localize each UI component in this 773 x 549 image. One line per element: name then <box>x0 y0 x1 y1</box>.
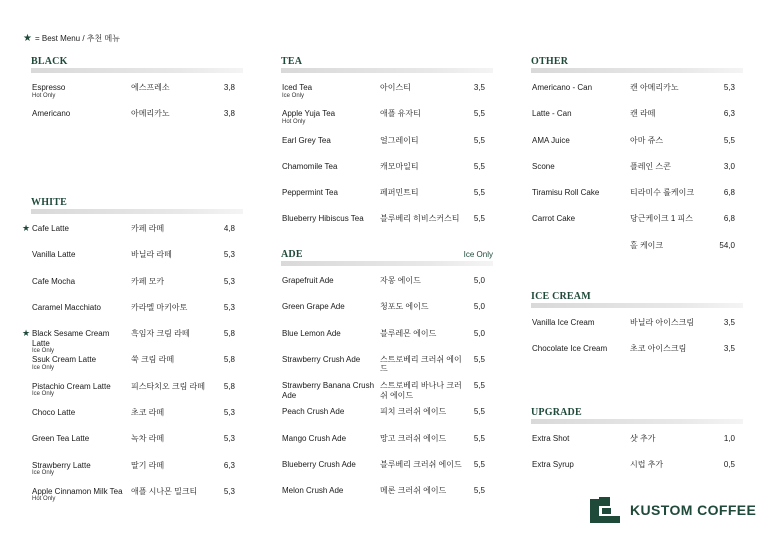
item-name: Americano <box>32 109 71 119</box>
item-price: 1,0 <box>723 434 735 443</box>
item-name-ko: 흑임자 크림 라떼 <box>131 329 190 339</box>
menu-item-list <box>281 81 493 239</box>
section-header <box>531 52 743 72</box>
menu-item <box>281 379 493 405</box>
item-name-en <box>282 460 378 470</box>
menu-item <box>31 380 243 406</box>
section-divider <box>31 209 243 214</box>
item-price: 3,8 <box>223 109 235 119</box>
item-name-en <box>282 434 378 444</box>
item-name-ko: 스트로베리 바나나 크러쉬 에이드 <box>380 381 462 400</box>
item-note: Ice Only <box>32 364 55 371</box>
item-name-ko: 에스프레소 <box>131 83 170 92</box>
item-name: Strawberry Crush Ade <box>282 354 361 364</box>
item-name-ko: 애플 유자티 <box>380 109 421 119</box>
item-name-ko: 블루베리 히비스커스티 <box>380 214 460 224</box>
item-name-ko: 바닐라 아이스크림 <box>630 318 695 327</box>
item-name-en <box>532 109 628 119</box>
item-price: 5,5 <box>473 407 485 417</box>
item-price: 4,8 <box>223 224 235 233</box>
menu-item <box>531 239 743 265</box>
section-title: OTHER <box>531 56 569 67</box>
item-name: Latte - Can <box>532 109 572 119</box>
item-name-en <box>532 162 628 172</box>
section-title: BLACK <box>31 56 68 67</box>
menu-item <box>531 134 743 160</box>
item-price: 5,5 <box>473 354 485 364</box>
menu-item <box>281 458 493 484</box>
item-name-en <box>32 83 128 100</box>
menu-item <box>281 300 493 326</box>
section-title: WHITE <box>31 197 68 208</box>
item-price: 3,0 <box>723 161 735 171</box>
item-name-en <box>282 109 378 126</box>
item-name-en <box>32 434 128 444</box>
menu-item-list <box>281 274 493 511</box>
item-name-en <box>282 329 378 339</box>
menu-item <box>31 107 243 133</box>
item-price: 6,8 <box>723 188 735 198</box>
item-note: Ice Only <box>32 391 55 398</box>
item-name-ko: 카페 라떼 <box>131 224 165 233</box>
item-price: 5,5 <box>473 109 485 119</box>
item-price: 5,0 <box>473 276 485 285</box>
item-name-ko: 아이스티 <box>380 83 411 92</box>
menu-item <box>281 274 493 300</box>
item-name-en <box>532 83 628 93</box>
section-divider <box>531 68 743 73</box>
item-name-en <box>32 461 128 478</box>
item-name-en <box>32 277 128 287</box>
item-name-ko: 망고 크러쉬 에이드 <box>380 433 447 443</box>
item-name-ko: 메론 크러쉬 에이드 <box>380 486 447 496</box>
section-header <box>31 193 243 213</box>
section-upgrade <box>531 403 743 485</box>
item-name: Extra Syrup <box>532 460 574 470</box>
menu-item <box>281 353 493 379</box>
item-name-ko: 캔 라떼 <box>630 109 656 119</box>
item-price: 5,3 <box>223 276 235 286</box>
item-name: Black Sesame Cream Latte <box>32 329 110 348</box>
menu-item <box>531 212 743 238</box>
item-name-en <box>282 83 378 100</box>
section-header <box>531 403 743 423</box>
item-name: Choco Latte <box>32 408 76 418</box>
menu-item <box>31 248 243 274</box>
menu-item <box>281 484 493 510</box>
item-name: Grapefruit Ade <box>282 276 334 285</box>
item-name-en <box>282 162 378 172</box>
item-note: Hot Only <box>282 118 306 125</box>
item-name-en <box>32 408 128 418</box>
item-name-en <box>32 250 128 260</box>
item-name: Americano - Can <box>532 83 593 92</box>
item-name-ko: 아마 쥬스 <box>630 135 664 145</box>
item-name: Vanilla Latte <box>32 250 76 260</box>
item-name-en <box>532 136 628 146</box>
menu-item <box>531 186 743 212</box>
item-name: Pistachio Cream Latte <box>32 381 111 391</box>
item-name-ko: 페퍼민트티 <box>380 188 419 198</box>
menu-item <box>281 134 493 160</box>
item-name-ko: 홀 케이크 <box>630 240 664 250</box>
item-price: 3,5 <box>723 344 735 354</box>
menu-item <box>281 327 493 353</box>
menu-item <box>531 458 743 484</box>
star-icon: ★ <box>23 32 32 44</box>
item-name: Chamomile Tea <box>282 161 338 171</box>
menu-item-list <box>531 432 743 485</box>
item-name: Vanilla Ice Cream <box>532 318 595 327</box>
menu-item <box>531 316 743 342</box>
item-price: 5,5 <box>473 214 485 224</box>
section-ice-cream <box>531 287 743 369</box>
menu-item <box>281 405 493 431</box>
item-price: 0,5 <box>723 460 735 470</box>
item-name-ko: 캔 아메리카노 <box>630 83 679 92</box>
item-name: Apple Cinnamon Milk Tea <box>32 486 123 496</box>
item-name-en <box>532 434 628 444</box>
item-price: 5,0 <box>473 328 485 338</box>
item-price: 5,8 <box>223 355 235 365</box>
item-price: 5,5 <box>473 486 485 496</box>
item-name: Melon Crush Ade <box>282 486 344 496</box>
item-name-en <box>532 188 628 198</box>
item-price: 3,5 <box>473 83 485 92</box>
menu-item <box>22 327 243 355</box>
item-name-en <box>282 302 378 312</box>
item-name: Blueberry Crush Ade <box>282 460 356 470</box>
menu-item-list <box>531 316 743 369</box>
item-name-ko: 초코 아이스크림 <box>630 344 687 354</box>
item-name: Scone <box>532 161 555 171</box>
section-ade <box>281 245 493 511</box>
item-name-en <box>32 487 128 504</box>
item-name-en <box>532 460 628 470</box>
item-name-en <box>32 355 128 372</box>
menu-item-list <box>22 222 243 511</box>
menu-item <box>31 485 243 511</box>
item-name: Earl Grey Tea <box>282 135 331 145</box>
item-name-ko: 블루베리 크러쉬 에이드 <box>380 460 462 470</box>
brand-logo <box>590 497 756 523</box>
item-name: Tiramisu Roll Cake <box>532 188 600 198</box>
menu-item <box>531 342 743 368</box>
menu-item-list <box>531 81 743 265</box>
item-name-en <box>532 318 628 328</box>
item-name-en <box>532 344 628 354</box>
item-name: Blueberry Hibiscus Tea <box>282 214 364 224</box>
item-price: 5,5 <box>723 135 735 145</box>
kustom-logo-icon <box>590 497 620 523</box>
item-name-ko: 카페 모카 <box>131 276 165 286</box>
item-note: Ice Only <box>282 92 305 99</box>
item-name: Ssuk Cream Latte <box>32 355 97 365</box>
item-name-en <box>282 355 378 365</box>
menu-item <box>31 432 243 458</box>
item-name: Carrot Cake <box>532 214 576 224</box>
item-name-en <box>282 188 378 198</box>
section-divider <box>31 68 243 73</box>
item-price: 5,8 <box>223 381 235 391</box>
item-name-ko: 스트로베리 크러쉬 에이드 <box>380 354 462 374</box>
item-note: Hot Only <box>32 92 56 99</box>
item-price: 6,8 <box>723 214 735 224</box>
section-other <box>531 52 743 265</box>
section-header <box>281 52 493 72</box>
item-name: Green Grape Ade <box>282 302 345 312</box>
best-star-icon: ★ <box>22 223 31 233</box>
menu-item <box>281 432 493 458</box>
item-name-en <box>282 136 378 146</box>
item-name: Strawberry Banana Crush Ade <box>282 381 375 400</box>
item-name: Strawberry Latte <box>32 460 91 470</box>
item-name: Chocolate Ice Cream <box>532 344 608 354</box>
item-name-en <box>32 303 128 313</box>
item-name: Extra Shot <box>532 434 570 443</box>
item-name: Cafe Latte <box>32 224 69 233</box>
item-name-en <box>282 407 378 417</box>
section-divider <box>281 68 493 73</box>
item-name-ko: 티라미수 롤케이크 <box>630 188 695 198</box>
item-name: Peppermint Tea <box>282 188 338 198</box>
item-price: 5,5 <box>473 433 485 443</box>
item-name: Cafe Mocha <box>32 276 76 286</box>
menu-item <box>31 353 243 379</box>
item-note: Ice Only <box>32 470 55 477</box>
item-price: 3,8 <box>223 83 235 92</box>
item-name-ko: 아메리카노 <box>131 109 170 119</box>
menu-item <box>281 186 493 212</box>
item-price: 5,3 <box>723 83 735 92</box>
item-name-ko: 초코 라떼 <box>131 408 165 418</box>
item-name-ko: 쑥 크림 라떼 <box>131 355 175 365</box>
item-price: 6,3 <box>223 460 235 470</box>
item-name-en <box>532 214 628 224</box>
item-price: 5,3 <box>223 408 235 418</box>
section-note: Ice Only <box>463 250 493 259</box>
menu-item <box>281 160 493 186</box>
item-price: 5,3 <box>223 302 235 312</box>
item-note: Ice Only <box>32 348 55 355</box>
item-price: 5,5 <box>473 161 485 171</box>
best-star-icon: ★ <box>22 328 31 339</box>
section-title: UPGRADE <box>531 407 582 418</box>
item-name-en <box>282 486 378 496</box>
item-price: 3,5 <box>723 318 735 327</box>
item-name-ko: 바닐라 라떼 <box>131 250 172 260</box>
menu-item <box>31 459 243 485</box>
item-name: Green Tea Latte <box>32 434 90 444</box>
section-divider <box>281 261 493 266</box>
item-name-ko: 캐모마일티 <box>380 161 419 171</box>
item-price: 5,0 <box>473 302 485 312</box>
item-name-ko: 당근케이크 1 피스 <box>630 214 693 224</box>
item-price: 5,5 <box>473 460 485 470</box>
brand-name: KUSTOM COFFEE <box>630 502 757 518</box>
legend-text: = Best Menu / 추천 메뉴 <box>34 34 120 43</box>
menu-item-list <box>31 81 243 134</box>
best-menu-legend <box>23 33 120 44</box>
item-name-ko: 녹차 라떼 <box>131 434 165 444</box>
item-price: 5,8 <box>223 329 235 339</box>
menu-item <box>531 81 743 107</box>
item-name-en <box>32 109 128 119</box>
section-divider <box>531 419 743 424</box>
menu-item <box>31 275 243 301</box>
section-title: ADE <box>281 249 303 260</box>
item-name-ko: 청포도 에이드 <box>380 302 429 312</box>
menu-item <box>31 406 243 432</box>
item-price: 5,5 <box>473 135 485 145</box>
section-header <box>531 287 743 307</box>
item-name-en <box>32 329 128 355</box>
item-name: Espresso <box>32 83 66 92</box>
item-name-ko: 얼그레이티 <box>380 135 419 145</box>
menu-item <box>22 222 243 248</box>
section-divider <box>531 303 743 308</box>
item-name-ko: 딸기 라떼 <box>131 460 165 470</box>
item-name-en <box>282 276 378 286</box>
menu-item <box>281 107 493 133</box>
item-name-ko: 애플 시나몬 밀크티 <box>131 486 198 496</box>
item-name: AMA Juice <box>532 135 570 145</box>
menu-item <box>531 432 743 458</box>
section-title: TEA <box>281 56 303 67</box>
item-name: Peach Crush Ade <box>282 407 345 417</box>
item-name-ko: 샷 추가 <box>630 434 656 443</box>
item-note: Hot Only <box>32 496 56 503</box>
item-price: 5,5 <box>473 381 485 391</box>
menu-item <box>531 160 743 186</box>
menu-item <box>31 301 243 327</box>
section-white <box>22 193 243 511</box>
item-name-en <box>32 224 128 234</box>
menu-item <box>531 107 743 133</box>
item-name: Mango Crush Ade <box>282 433 347 443</box>
item-price: 5,5 <box>473 188 485 198</box>
item-name-ko: 피치 크러쉬 에이드 <box>380 407 447 417</box>
item-name: Apple Yuja Tea <box>282 109 336 119</box>
item-name-ko: 플레인 스콘 <box>630 161 671 171</box>
item-name: Iced Tea <box>282 83 313 92</box>
item-name-en <box>32 382 128 399</box>
item-name: Caramel Macchiato <box>32 302 101 312</box>
section-title: ICE CREAM <box>531 291 591 302</box>
menu-item <box>281 212 493 238</box>
item-name-en <box>282 381 378 400</box>
item-name-ko: 블루레몬 에이드 <box>380 328 437 338</box>
menu-item <box>31 81 243 107</box>
section-tea <box>281 52 493 239</box>
item-name-en <box>282 214 378 224</box>
item-price: 54,0 <box>719 240 735 250</box>
item-price: 5,3 <box>223 486 235 496</box>
item-price: 6,3 <box>723 109 735 119</box>
section-header <box>281 245 493 265</box>
section-black <box>31 52 243 134</box>
item-name-ko: 카라멜 마키아토 <box>131 302 188 312</box>
item-price: 5,3 <box>223 434 235 444</box>
section-header <box>31 52 243 72</box>
item-name-ko: 자몽 에이드 <box>380 276 421 285</box>
item-price: 5,3 <box>223 250 235 260</box>
item-name-ko: 시럽 추가 <box>630 460 664 470</box>
menu-item <box>281 81 493 107</box>
item-name: Blue Lemon Ade <box>282 328 341 338</box>
item-name-ko: 피스타치오 크림 라떼 <box>131 381 205 391</box>
